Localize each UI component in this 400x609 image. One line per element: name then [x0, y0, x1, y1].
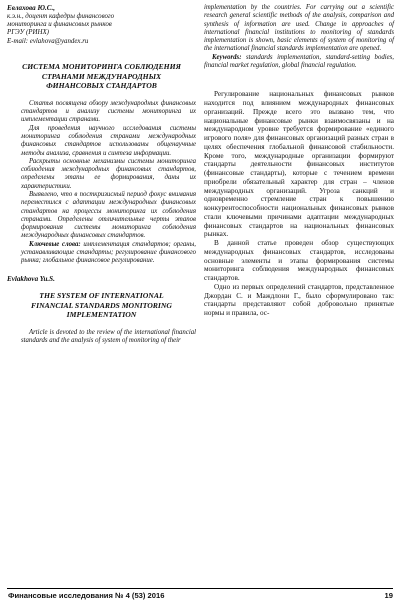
keywords-label: Ключевые слова: — [29, 240, 81, 248]
affiliation-line: мониторинга и финансовых рынков — [7, 21, 112, 28]
author-email: E-mail: evlahova@yandex.ru — [7, 37, 89, 45]
article-body — [204, 90, 394, 318]
body-paragraph: Одно из первых определений стандартов, представленное Джордан С. и Маждлони Г., было сформулировано так: стандарты представляют собой добровольно принятые нормы и правила, ос- — [204, 282, 394, 318]
right-column — [204, 4, 394, 318]
abstract-en-start — [7, 329, 196, 346]
article-title-en: THE SYSTEM OF INTERNATIONAL FINANCIAL STANDARDS MONITORING IMPLEMENTATION — [31, 291, 172, 320]
abstract-paragraph: Article is devoted to the review of the international financial standards and the analysis of system of monitoring of their — [21, 328, 196, 345]
keywords-label: Keywords: — [212, 53, 242, 61]
abstract-paragraph: Статья посвящена обзору международных финансовых стандартов и анализу системы мониторинга их имплементации странами. — [21, 99, 196, 124]
body-paragraph: В данной статье проведен обзор существующих международных финансовых стандартов, исследованы основные элементы и этапы формирования системы мониторинга соблюдения международных финансовых стандартов. — [204, 239, 394, 283]
affiliation-line: РГЭУ (РИНХ) — [7, 29, 49, 37]
left-column — [7, 4, 196, 345]
abstract-paragraph: implementation by the countries. For carrying out a scientific research general scientific methods of the analysis, comparison and synthesis of information are used. Change in approaches of international financial institutions to monitoring of standards implementation is shown, basic elements of system of monitoring of the international financial standards implementation are opened. — [204, 4, 394, 53]
body-paragraph: Регулирование национальных финансовых рынков находится под влиянием международных финансовых организаций. Прежде всего это вызвано тем, что национальные финансовые рынки взаимосвязаны и на международном уровне требуется формирование «единого игрового поля» для финансовых организаций разных стран в целях обеспечения глобальной финансовой стабильности. Кроме того, международные организации формируют стандарты деятельности финансовых институтов (финансовые стандарты), которые с течением времени приобрели обязательный характер для стран – членов международных организаций. Угроза санкций и одновременно стремление стран к повышению конкурентоспособности национальных финансовых рынков стали ключевыми причинами адаптации международных финансовых стандартов на национальных финансовых рынках. — [204, 90, 394, 239]
journal-name: Финансовые исследования № 4 (53) 2016 — [8, 591, 165, 600]
keywords-ru — [21, 241, 196, 266]
abstract-paragraph: Выявлено, что в посткризисный период фокус внимания переместился с адаптации международных финансовых стандартов на процессы мониторинга их соблюдения странами. Определены отличительные черты этапов формирования системы мониторинга соблюдения международных финансовых стандартов. — [21, 190, 196, 240]
keywords-text: standards implementation, standard-setting bodies, financial market regulation, global financial regulation. — [204, 53, 394, 70]
abstract-en-continued — [204, 4, 394, 70]
article-title-ru: СИСТЕМА МОНИТОРИНГА СОБЛЮДЕНИЯ СТРАНАМИ МЕЖДУНАРОДНЫХ ФИНАНСОВЫХ СТАНДАРТОВ — [22, 62, 181, 91]
author-en: Evlakhova Yu.S. — [7, 274, 55, 283]
page-number: 19 — [384, 591, 393, 600]
abstract-paragraph: Для проведения научного исследования системы мониторинга соблюдения странами международных финансовых стандартов использованы общенаучные методы анализа, сравнения и синтеза информации. — [21, 124, 196, 157]
author-ru: Евлахова Ю.С., — [7, 4, 55, 12]
abstract-paragraph: Раскрыты основные механизмы системы мониторинга соблюдения международных финансовых стандартов, определены этапы ее формирования, даны их характеристики. — [21, 157, 196, 190]
affiliation-line: к.э.н., доцент кафедры финансового — [7, 12, 115, 20]
footer-divider — [7, 588, 393, 589]
keywords-text: имплементация стандартов; органы, устанавливающие стандарты; регулирование финансового рынка; глобальное финансовое регулирование. — [21, 240, 196, 265]
abstract-ru — [7, 100, 196, 266]
keywords-en — [204, 54, 394, 71]
